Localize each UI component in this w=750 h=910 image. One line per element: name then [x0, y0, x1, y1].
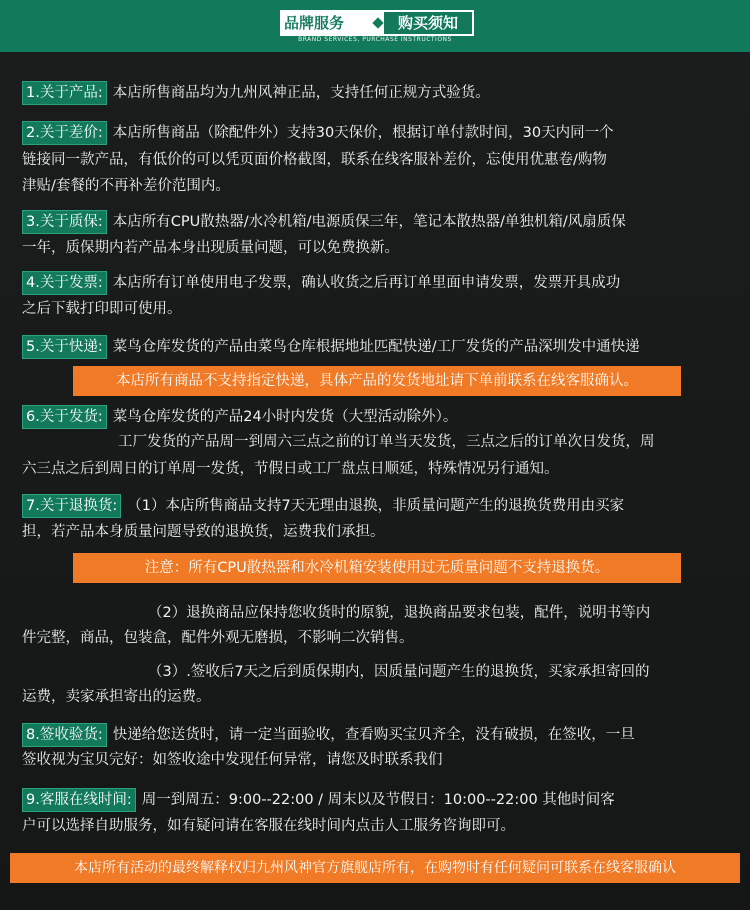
- header-title-box: [280, 10, 474, 36]
- section-label: 1.关于产品:: [22, 81, 107, 105]
- diamond-separator-icon: [372, 17, 383, 28]
- section-service-hours: [22, 788, 615, 812]
- section-inspection: [22, 723, 635, 747]
- section-text: 周一到周五：9:00--22:00 / 周末以及节假日：10:00--22:00 其他时间客: [141, 792, 615, 808]
- section-text: 链接同一款产品，有低价的可以凭页面价格截图，联系在线客服补差价，忘使用优惠卷/购物: [22, 152, 607, 168]
- section-label: 3.关于质保:: [22, 210, 107, 234]
- section-label: 8.签收验货:: [22, 723, 107, 747]
- brand-services-title: 品牌服务: [284, 14, 345, 32]
- header-subtitle: BRAND SERVICES, PURCHASE INSTRUCTIONS: [298, 36, 452, 43]
- section-text: 快递给您送货时，请一定当面验收，查看购买宝贝齐全，没有破损，在签收，一旦: [112, 727, 635, 743]
- section-text: （3）.签收后7天之后到质保期内，因质量问题产生的退换货，买家承担寄回的: [148, 664, 650, 680]
- section-label: 9.客服在线时间:: [22, 788, 136, 812]
- section-text: 菜鸟仓库发货的产品24小时内发货（大型活动除外）。: [112, 409, 458, 425]
- section-text: 本店所有CPU散热器/水冷机箱/电源质保三年，笔记本散热器/单独机箱/风扇质保: [112, 214, 626, 230]
- returns-notice-banner: 注意：所有CPU散热器和水冷机箱安装使用过无质量问题不支持退换货。: [73, 553, 681, 583]
- section-text: 本店所售商品（除配件外）支持30天保价，根据订单付款时间，30天内同一个: [112, 125, 614, 141]
- section-text: （1）本店所售商品支持7天无理由退换，非质量问题产生的退换货费用由买家: [127, 498, 625, 514]
- section-label: 2.关于差价:: [22, 121, 107, 145]
- header-banner: [0, 0, 750, 52]
- footer-notice-banner: 本店所有活动的最终解释权归九州风神官方旗舰店所有，在购物时有任何疑问可联系在线客服确认: [10, 853, 740, 883]
- section-text: 之后下载打印即可使用。: [22, 301, 182, 317]
- section-text: 运费，卖家承担寄出的运费。: [22, 689, 211, 705]
- section-text: 津贴/套餐的不再补差价范围内。: [22, 178, 230, 194]
- section-text: 签收视为宝贝完好：如签收途中发现任何异常，请您及时联系我们: [22, 752, 443, 768]
- section-text: 一年，质保期内若产品本身出现质量问题，可以免费换新。: [22, 240, 399, 256]
- section-product: [22, 81, 490, 105]
- section-label: 6.关于发货:: [22, 405, 107, 429]
- section-shipping: [22, 405, 457, 429]
- section-text: 担，若产品本身质量问题导致的退换货，运费我们承担。: [22, 524, 385, 540]
- delivery-notice-banner: 本店所有商品不支持指定快递，具体产品的发货地址请下单前联系在线客服确认。: [73, 366, 681, 396]
- section-text: 工厂发货的产品周一到周六三点之前的订单当天发货，三点之后的订单次日发货，周: [118, 434, 655, 450]
- section-returns: [22, 494, 624, 518]
- section-label: 4.关于发票:: [22, 271, 107, 295]
- section-invoice: [22, 271, 620, 295]
- section-text: 本店所售商品均为九州风神正品，支持任何正规方式验货。: [112, 85, 490, 101]
- section-text: 六三点之后到周日的订单周一发货，节假日或工厂盘点日顺延，特殊情况另行通知。: [22, 461, 559, 477]
- section-warranty: [22, 210, 626, 234]
- section-label: 7.关于退换货:: [22, 494, 121, 518]
- section-text: （2）退换商品应保持您收货时的原貌，退换商品要求包装，配件，说明书等内: [148, 605, 651, 621]
- section-label: 5.关于快递:: [22, 335, 107, 359]
- section-price-difference: [22, 121, 614, 145]
- section-text: 件完整，商品，包装盒，配件外观无磨损，不影响二次销售。: [22, 630, 414, 646]
- section-text: 本店所有订单使用电子发票，确认收货之后再订单里面申请发票，发票开具成功: [112, 275, 621, 291]
- section-text: 户可以选择自助服务，如有疑问请在客服在线时间内点击人工服务咨询即可。: [22, 818, 515, 834]
- purchase-instructions-title: 购买须知: [384, 12, 472, 34]
- section-delivery: [22, 335, 640, 359]
- section-text: 菜鸟仓库发货的产品由菜鸟仓库根据地址匹配快递/工厂发货的产品深圳发中通快递: [112, 339, 640, 355]
